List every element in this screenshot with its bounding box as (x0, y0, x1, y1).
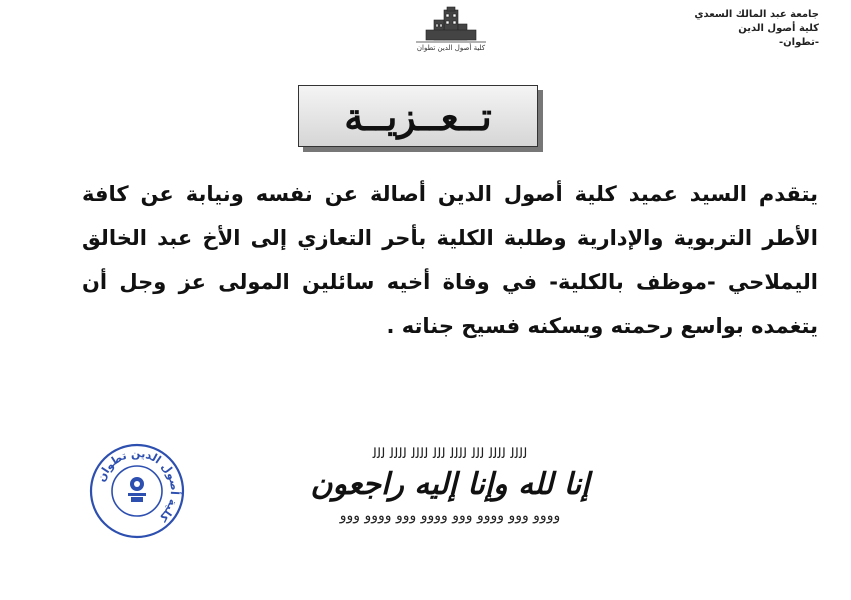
quran-verse-calligraphy (262, 446, 638, 528)
condolence-paragraph: يتقدم السيد عميد كلية أصول الدين أصالة عن نفسه ونيابة عن كافة الأطر التربوية والإدارية وطلبة الكلية بأحر التعازي إلى الأخ عبد الخالق اليملاحي -موظف بالكلية- في وفاة أخيه سائلين المولى عز وجل أن يتغمده بواسع رحمته ويسكنه فسيح جناته . (82, 182, 818, 338)
calligraphy-ornament-bottom: ﻭﻭﻭﻭ ﻭﻭﻭ ﻭﻭﻭﻭ ﻭﻭﻭ ﻭﻭﻭﻭ ﻭﻭﻭ ﻭﻭﻭﻭ ﻭﻭﻭ (339, 508, 561, 524)
stamp-ring-text: كلية أصول الدين تطوان (94, 446, 182, 525)
faculty-name: كلية أصول الدين (738, 23, 819, 34)
faculty-logo-icon (408, 6, 494, 64)
university-header (694, 8, 819, 50)
document-title: تــعــزيــة (344, 93, 492, 139)
quran-verse-text: إنا لله وإنا إليه راجعون (310, 467, 590, 502)
calligraphy-ornament-top: ﻟﻟﻟﻟ ﻟﻟﻟﻟ ﻟﻟﻟ ﻟﻟﻟﻟ ﻟﻟﻟ ﻟﻟﻟﻟ ﻟﻟﻟﻟ ﻟﻟﻟ (372, 446, 528, 462)
faculty-stamp-icon (88, 442, 186, 540)
university-name: جامعة عبد المالك السعدي (694, 9, 819, 20)
title-box (298, 85, 538, 147)
city-name: -تطوان- (778, 37, 819, 48)
logo-caption: كلية أصول الدين تطوان (416, 44, 486, 52)
